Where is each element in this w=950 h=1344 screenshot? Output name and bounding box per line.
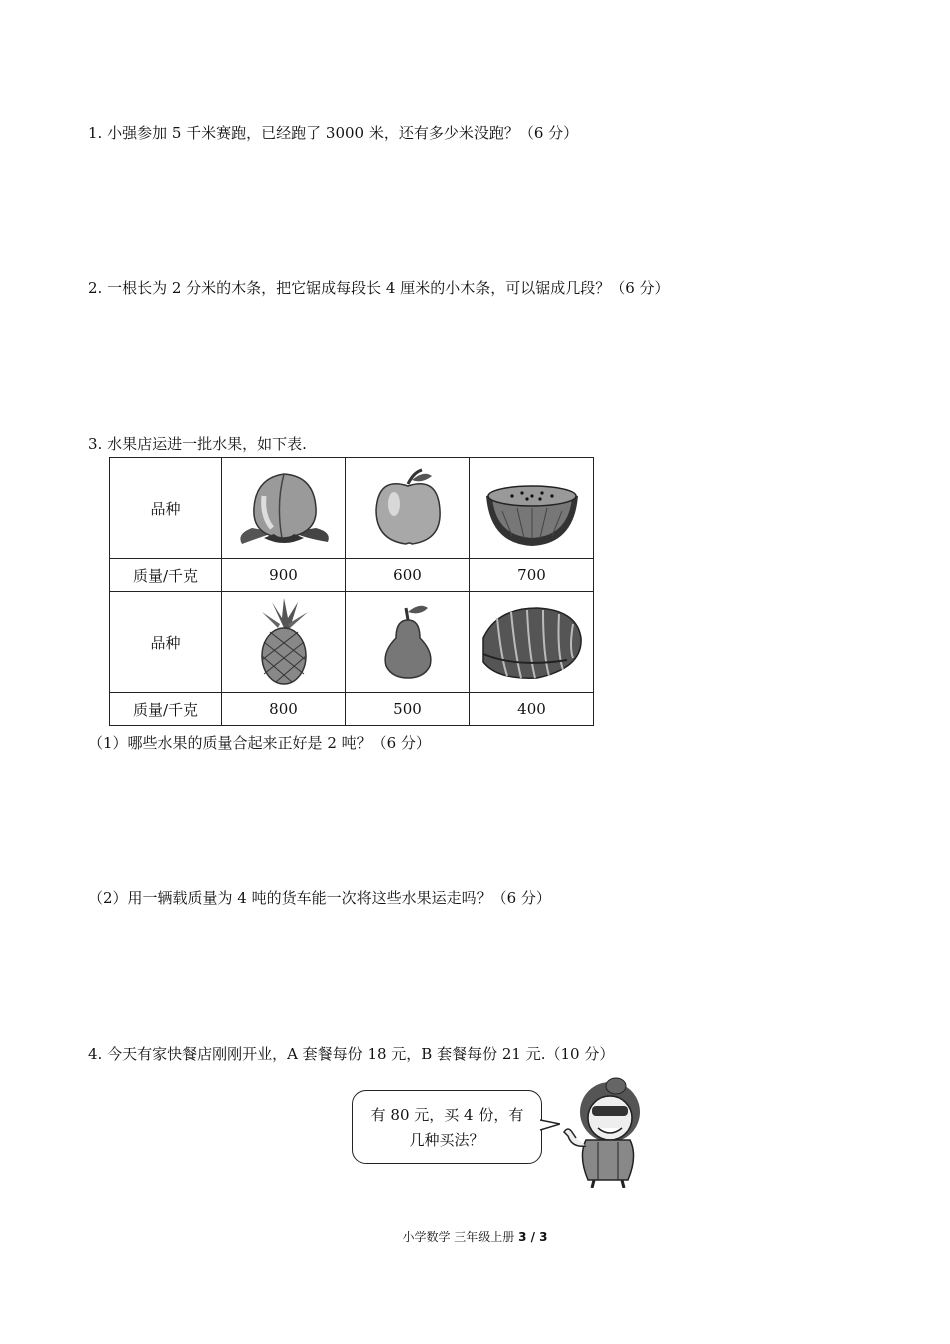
bubble-tail-icon <box>540 1118 560 1132</box>
speech-bubble <box>352 1090 542 1164</box>
question-4: 4. 今天有家快餐店刚刚开业，A 套餐每份 18 元，B 套餐每份 21 元.（10 分） <box>88 1045 615 1063</box>
fruit-table-2 <box>109 591 594 726</box>
pineapple-icon <box>234 598 334 686</box>
question-3-2: （2）用一辆载质量为 4 吨的货车能一次将这些水果运走吗？（6 分） <box>88 889 551 907</box>
pear-icon <box>358 598 458 686</box>
fruit-table-1 <box>109 457 594 592</box>
mass-value-apple: 600 <box>346 559 470 592</box>
bubble-line-2: 几种买法？ <box>409 1131 485 1149</box>
mass-value-watermelon: 700 <box>470 559 594 592</box>
kind-label: 品种 <box>110 458 222 559</box>
footer-text: 小学数学 三年级上册 <box>402 1230 519 1244</box>
bubble-line-1: 有 80 元，买 4 份，有 <box>370 1106 524 1124</box>
mass-value-banana: 400 <box>470 693 594 726</box>
mass-value-pineapple: 800 <box>222 693 346 726</box>
question-3-1: （1）哪些水果的质量合起来正好是 2 吨？（6 分） <box>88 734 431 752</box>
peach-icon <box>234 466 334 550</box>
page-footer <box>0 1228 950 1245</box>
question-3: 3. 水果店运进一批水果，如下表. <box>88 435 307 453</box>
mass-label: 质量/千克 <box>110 693 222 726</box>
girl-character-icon <box>558 1076 650 1188</box>
page-number: 3 / 3 <box>518 1230 548 1244</box>
mass-value-pear: 500 <box>346 693 470 726</box>
question-1: 1. 小强参加 5 千米赛跑，已经跑了 3000 米，还有多少米没跑？（6 分） <box>88 124 579 142</box>
mass-value-peach: 900 <box>222 559 346 592</box>
watermelon-icon <box>482 466 582 550</box>
apple-icon <box>358 466 458 550</box>
banana-icon <box>477 598 587 686</box>
question-2: 2. 一根长为 2 分米的木条，把它锯成每段长 4 厘米的小木条，可以锯成几段？（6 分） <box>88 279 670 297</box>
mass-label: 质量/千克 <box>110 559 222 592</box>
kind-label: 品种 <box>110 592 222 693</box>
